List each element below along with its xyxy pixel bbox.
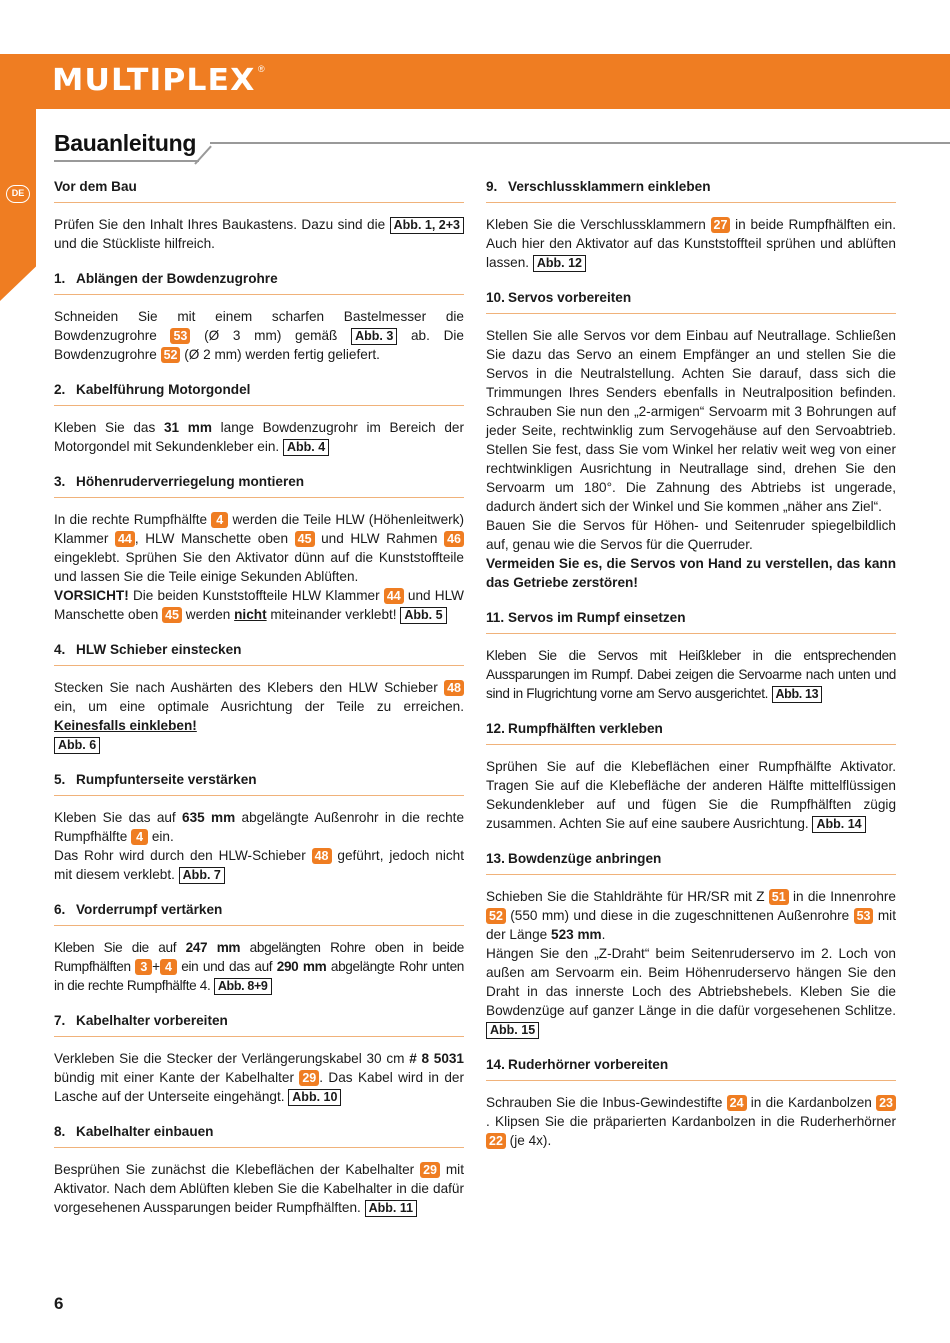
section-7 [54, 1012, 464, 1106]
part-badge: 29 [420, 1162, 440, 1178]
part-badge: 52 [486, 908, 506, 924]
part-badge: 3 [135, 959, 152, 975]
section-text: Das Rohr wird durch den HLW-Schieber 48 geführt, jedoch nicht mit diesem verklebt. Abb. 7 [54, 848, 464, 882]
part-badge: 4 [131, 829, 148, 845]
figure-ref: Abb. 6 [54, 737, 100, 754]
part-badge: 24 [727, 1095, 747, 1111]
figure-ref: Abb. 4 [283, 439, 329, 456]
page-number: 6 [54, 1294, 64, 1313]
part-badge: 23 [876, 1095, 896, 1111]
registered-mark: ® [258, 64, 265, 74]
section-text: Stecken Sie nach Aushärten des Klebers den HLW Schieber 48 ein, um eine optimale Ausrichtung der Teile zu erreichen. Keinesfalls einkleben! Abb. 6 [54, 680, 464, 752]
part-badge: 22 [486, 1133, 506, 1149]
part-badge: 4 [160, 959, 177, 975]
title-rule-slant [194, 145, 212, 164]
figure-ref: Abb. 1, 2+3 [390, 217, 464, 234]
part-badge: 52 [161, 347, 181, 363]
left-column [54, 178, 464, 1234]
figure-ref: Abb. 12 [533, 255, 586, 272]
part-badge: 4 [211, 512, 228, 528]
section-text: Schneiden Sie mit einem scharfen Bastelmesser die Bowdenzugrohre 53 (Ø 3 mm) gemäß Abb. 3 ab. Die Bowdenzugrohre 52 (Ø 2 mm) werden fertig geliefert. [54, 309, 464, 362]
figure-ref: Abb. 15 [486, 1022, 539, 1039]
section-heading: 12. Rumpfhälften verkleben [486, 720, 896, 745]
section-4 [54, 641, 464, 754]
part-badge: 48 [444, 680, 464, 696]
section-9 [486, 178, 896, 272]
section-text: Hängen Sie den „Z-Draht“ beim Seitenruderservo im 2. Loch von außen am Servoarm ein. Beim Höhenruderservo hängen Sie den Draht in das innerste Loch des Abtriebshebels. Kleben Sie die Bowdenzüge auf ganzer Länge in die dafür vorgesehenen Schlitze. Abb. 15 [486, 946, 896, 1037]
section-heading: 14. Ruderhörner vorbereiten [486, 1056, 896, 1081]
title-underline [54, 160, 199, 162]
section-text: Kleben Sie das auf 635 mm abgelängte Außenrohr in die rechte Rumpfhälfte 4 ein. [54, 810, 464, 844]
section-5 [54, 771, 464, 884]
right-column [486, 178, 896, 1167]
section-2 [54, 381, 464, 456]
section-text: Bauen Sie die Servos für Höhen- und Seitenruder spiegelbildlich auf, genau wie die Servos für die Querruder. [486, 518, 896, 552]
part-badge: 53 [170, 328, 190, 344]
section-text: Kleben Sie die Verschlussklammern 27 in beide Rumpfhälften ein. Auch hier den Aktivator auf das Kunststoffteil sprühen und ablüften lassen. Abb. 12 [486, 217, 896, 270]
page-title: Bauanleitung [54, 130, 197, 156]
section-14 [486, 1056, 896, 1150]
figure-ref: Abb. 7 [179, 867, 225, 884]
part-badge: 51 [769, 889, 789, 905]
warning-text: Vermeiden Sie es, die Servos von Hand zu verstellen, das kann das Getriebe zerstören! [486, 556, 896, 590]
section-vor-dem-bau [54, 178, 464, 253]
figure-ref: Abb. 13 [772, 686, 823, 703]
section-1 [54, 270, 464, 364]
part-badge: 46 [444, 531, 464, 547]
section-text: Kleben Sie die Servos mit Heißkleber in die entsprechenden Aussparungen im Rumpf. Dabei zeigen die Servoarme nach unten und sind in Flugrichtung vorne am Servo ausgerichtet. Abb. 13 [486, 648, 896, 701]
language-badge: DE [6, 185, 30, 203]
part-badge: 48 [312, 848, 332, 864]
figure-ref: Abb. 10 [288, 1089, 341, 1106]
multiplex-logo: MULTIPLEX [52, 63, 256, 98]
section-heading: 1. Ablängen der Bowdenzugrohre [54, 270, 464, 295]
figure-ref: Abb. 5 [400, 607, 446, 624]
section-text: Besprühen Sie zunächst die Klebeflächen der Kabelhalter 29 mit Aktivator. Nach dem Ablüften kleben Sie die Kabelhalter in die dafür vorgesehenen Aussparungen beider Rumpfhälften. Abb. 11 [54, 1162, 464, 1215]
section-heading: 11. Servos im Rumpf einsetzen [486, 609, 896, 634]
section-text: Kleben Sie das 31 mm lange Bowdenzugrohr im Bereich der Motorgondel mit Sekundenkleber ein. Abb. 4 [54, 420, 464, 454]
section-heading: 8. Kabelhalter einbauen [54, 1123, 464, 1148]
section-text: Prüfen Sie den Inhalt Ihres Baukastens. Dazu sind die Abb. 1, 2+3 und die Stückliste hilfreich. [54, 215, 464, 253]
section-text: Verkleben Sie die Stecker der Verlängerungskabel 30 cm # 8 5031 bündig mit einer Kante der Kabelhalter 29 . Das Kabel wird in der Lasche auf der Unterseite eingehängt. Abb. 10 [54, 1051, 464, 1104]
section-heading: 7. Kabelhalter vorbereiten [54, 1012, 464, 1037]
section-10 [486, 289, 896, 592]
section-heading: 3. Höhenruderverriegelung montieren [54, 473, 464, 498]
section-11 [486, 609, 896, 703]
section-text: Schrauben Sie die Inbus-Gewindestifte 24 in die Kardanbolzen 23. Klipsen Sie die präparierten Kardanbolzen in die Ruderherhörner 22 (je 4x). [486, 1095, 896, 1148]
section-heading: 9. Verschlussklammern einkleben [486, 178, 896, 203]
figure-ref: Abb. 11 [365, 1200, 417, 1217]
section-text: Schieben Sie die Stahldrähte für HR/SR mit Z 51 in die Innenrohre 52 (550 mm) und diese in die zugeschnittenen Außenrohre 53 mit der Länge 523 mm. [486, 889, 896, 942]
section-heading: 13. Bowdenzüge anbringen [486, 850, 896, 875]
part-badge: 29 [299, 1070, 319, 1086]
part-badge: 27 [711, 217, 731, 233]
title-rule-extension [210, 142, 950, 144]
part-badge: 45 [295, 531, 315, 547]
section-8 [54, 1123, 464, 1217]
warning-text: VORSICHT! Die beiden Kunststoffteile HLW Klammer 44 und HLW Manschette oben 45 werden nicht miteinander verklebt! Abb. 5 [54, 588, 464, 622]
section-heading: Vor dem Bau [54, 178, 464, 203]
part-badge: 44 [115, 531, 135, 547]
language-tab [0, 109, 36, 301]
section-heading: 5. Rumpfunterseite verstärken [54, 771, 464, 796]
part-badge: 44 [384, 588, 404, 604]
section-heading: 6. Vorderrumpf vertärken [54, 901, 464, 926]
part-badge: 53 [854, 908, 874, 924]
section-13 [486, 850, 896, 1039]
section-text: Kleben Sie die auf 247 mm abgelängten Rohre oben in beide Rumpfhälften 3 + 4 ein und das auf 290 mm abgelängte Rohr unten in die rechte Rumpfhälfte 4. Abb. 8+9 [54, 940, 464, 993]
section-text: Stellen Sie alle Servos vor dem Einbau auf Neutrallage. Schließen Sie dazu das Servo an einem Empfänger an und stellen Sie die Servos in die Neutralstellung. Achten Sie darauf, dass sich die Trimmungen Ihres Senders ebenfalls in Neutralposition befinden. Schrauben Sie nun den „2-armigen“ Servoarm mit 3 Bohrungen auf jeder Seite, rechtwinklig zum Servogehäuse auf den Servoabtrieb. Stellen Sie fest, dass Sie vom Winkel her relativ weit weg von einer rechtwinkligen Ausrichtung in Neutrallage sind, drehen Sie den Servoarm um 180°. Die Zahnung des Abtriebs ist ungerade, dadurch ändert sich der Winkel und Sie kommen „näher ans Ziel“. [486, 328, 896, 514]
section-heading: 10. Servos vorbereiten [486, 289, 896, 314]
part-badge: 45 [162, 607, 182, 623]
section-text: In die rechte Rumpfhälfte 4 werden die Teile HLW (Höhenleitwerk) Klammer 44 , HLW Manschette oben 45 und HLW Rahmen 46 eingeklebt. Sprühen Sie den Aktivator dünn auf die Kunststoffteile und lassen Sie die Teile einige Sekunden Ablüften. [54, 512, 464, 584]
section-text: Sprühen Sie auf die Klebeflächen einer Rumpfhälfte Aktivator. Tragen Sie auf die Klebefläche der anderen Hälfte mittelflüssigen Sekundenkleber auf und fügen Sie die Rumpfhälften zügig zusammen. Achten Sie auf eine saubere Ausrichtung. Abb. 14 [486, 759, 896, 831]
section-heading: 2. Kabelführung Motorgondel [54, 381, 464, 406]
figure-ref: Abb. 14 [812, 816, 865, 833]
section-heading: 4. HLW Schieber einstecken [54, 641, 464, 666]
section-3 [54, 473, 464, 624]
section-6 [54, 901, 464, 995]
figure-ref: Abb. 3 [351, 328, 397, 345]
figure-ref: Abb. 8+9 [214, 978, 272, 995]
section-12 [486, 720, 896, 833]
